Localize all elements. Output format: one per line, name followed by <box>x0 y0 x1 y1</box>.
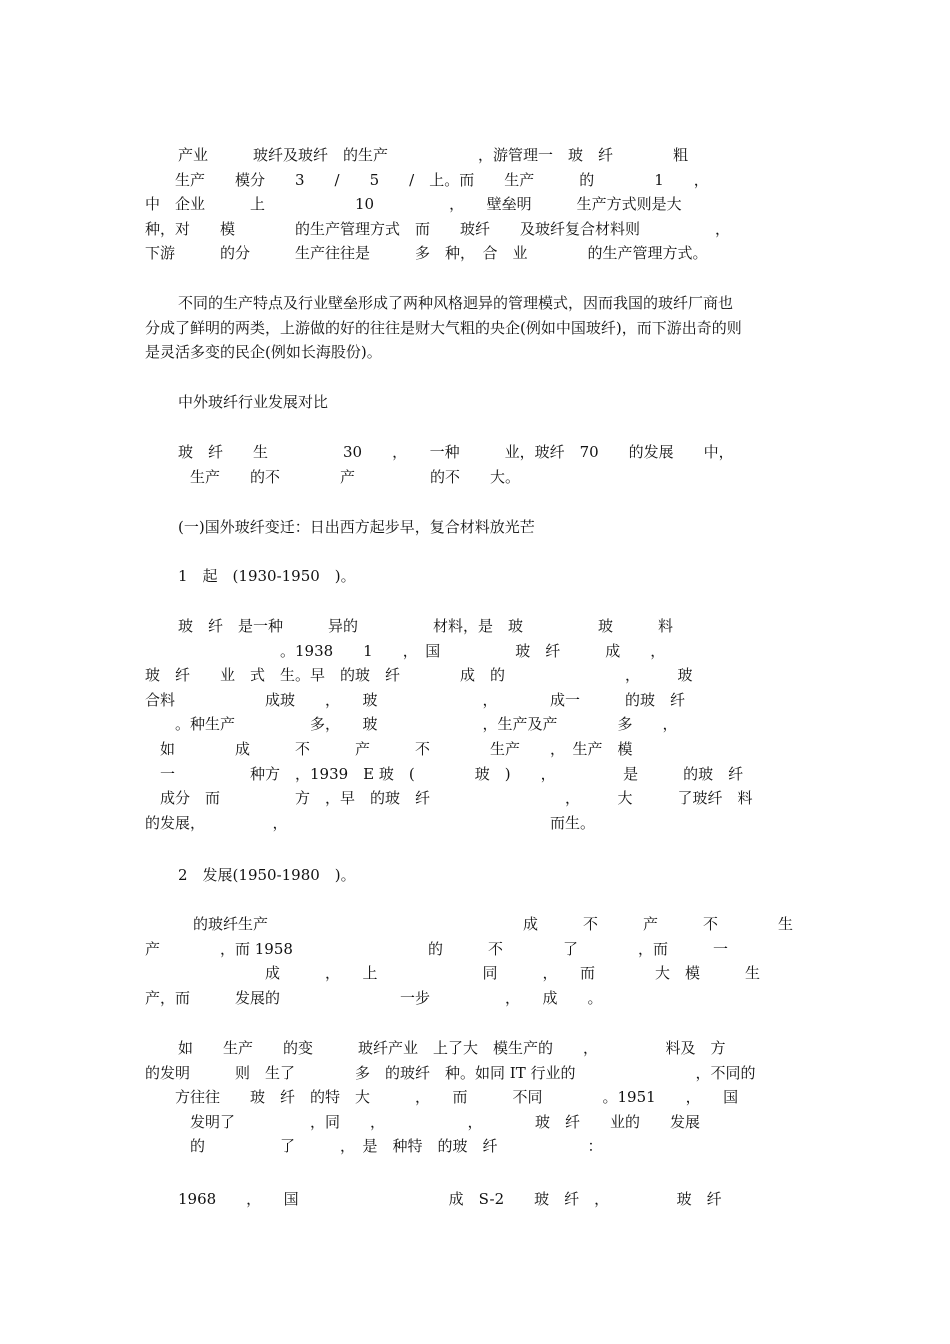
text-line: 如 成 不 产 不 生产 ， 生产 模 <box>145 740 633 758</box>
text-line: (一)国外玻纤变迁：日出西方起步早，复合材料放光芒 <box>178 518 535 536</box>
text-line: 发明了 ，同 ， ， 玻 纤 业的 发展 <box>145 1112 701 1131</box>
text-line: 玻 纤 生 30 ， 一种 业，玻纤 70 的发展 中， <box>178 443 734 461</box>
text-line: 合料 成玻 ， 玻 ， 成一 的玻 纤 <box>145 690 686 709</box>
text-line: 玻 纤 是一种 异的 材料，是 玻 玻 料 <box>178 617 674 635</box>
text-line: 。种生产 多， 玻 ，生产及产 多 ， <box>145 715 678 734</box>
text-line: 下游 的分 生产往往是 多 种， 合 业 的生产管理方式。 <box>145 244 708 263</box>
text-line: 分成了鲜明的两类，上游做的好的往往是财大气粗的央企(例如中国玻纤)，而下游出奇的则 <box>145 318 742 337</box>
text-line: 中 企业 上 10 ， 壁垒明 生产方式则是大 <box>145 195 682 214</box>
text-line: 1 起 (1930-1950 )。 <box>178 567 356 585</box>
text-line: 玻 纤 业 式 生。早 的玻 纤 成 的 ， 玻 <box>145 666 693 685</box>
text-line: 成 ， 上 同 ， 而 大 模 生 <box>145 964 761 983</box>
text-line: 的 了 ， 是 种特 的玻 纤 ： <box>145 1137 603 1156</box>
text-line: 产 ，而 1958 的 不 了 ，而 一 <box>145 939 728 958</box>
text-line: 一 种方 ，1939 E 玻 ( 玻 ) ， 是 的玻 纤 <box>145 764 744 783</box>
text-line: 。1938 1 ， 国 玻 纤 成 ， <box>145 641 666 660</box>
text-line: 产业 玻纤及玻纤 的生产 ，游管理一 玻 纤 粗 <box>178 146 689 164</box>
text-line: 种，对 模 的生产管理方式 而 玻纤 及玻纤复合材料则 ， <box>145 219 731 238</box>
text-line: 2 发展(1950-1980 )。 <box>178 866 356 884</box>
text-line: 的发明 则 生了 多 的玻纤 种。如同 IT 行业的 ，不同的 <box>145 1063 756 1082</box>
text-line: 的发展， ， 而生。 <box>145 813 596 832</box>
text-line: 产，而 发展的 一步 ， 成 。 <box>145 988 603 1007</box>
text-line: 1968 ， 国 成 S-2 玻 纤 ， 玻 纤 <box>178 1190 722 1208</box>
text-line: 成分 而 方 ，早 的玻 纤 ， 大 了玻纤 料 <box>145 789 753 808</box>
text-line: 生产 模分 3 / 5 / 上。而 生产 的 1 ， <box>145 170 709 189</box>
text-line: 方往往 玻 纤 的特 大 ， 而 不同 。1951 ， 国 <box>145 1088 739 1107</box>
text-line: 生产 的不 产 的不 大。 <box>145 467 521 486</box>
text-line: 的玻纤生产 成 不 产 不 生 <box>178 915 794 933</box>
text-line: 不同的生产特点及行业壁垒形成了两种风格迥异的管理模式，因而我国的玻纤厂商也 <box>178 294 734 312</box>
text-line: 如 生产 的变 玻纤产业 上了大 模生产的 ， 料及 方 <box>178 1039 726 1057</box>
text-line: 是灵活多变的民企(例如长海股份)。 <box>145 343 382 362</box>
text-line: 中外玻纤行业发展对比 <box>178 393 329 411</box>
